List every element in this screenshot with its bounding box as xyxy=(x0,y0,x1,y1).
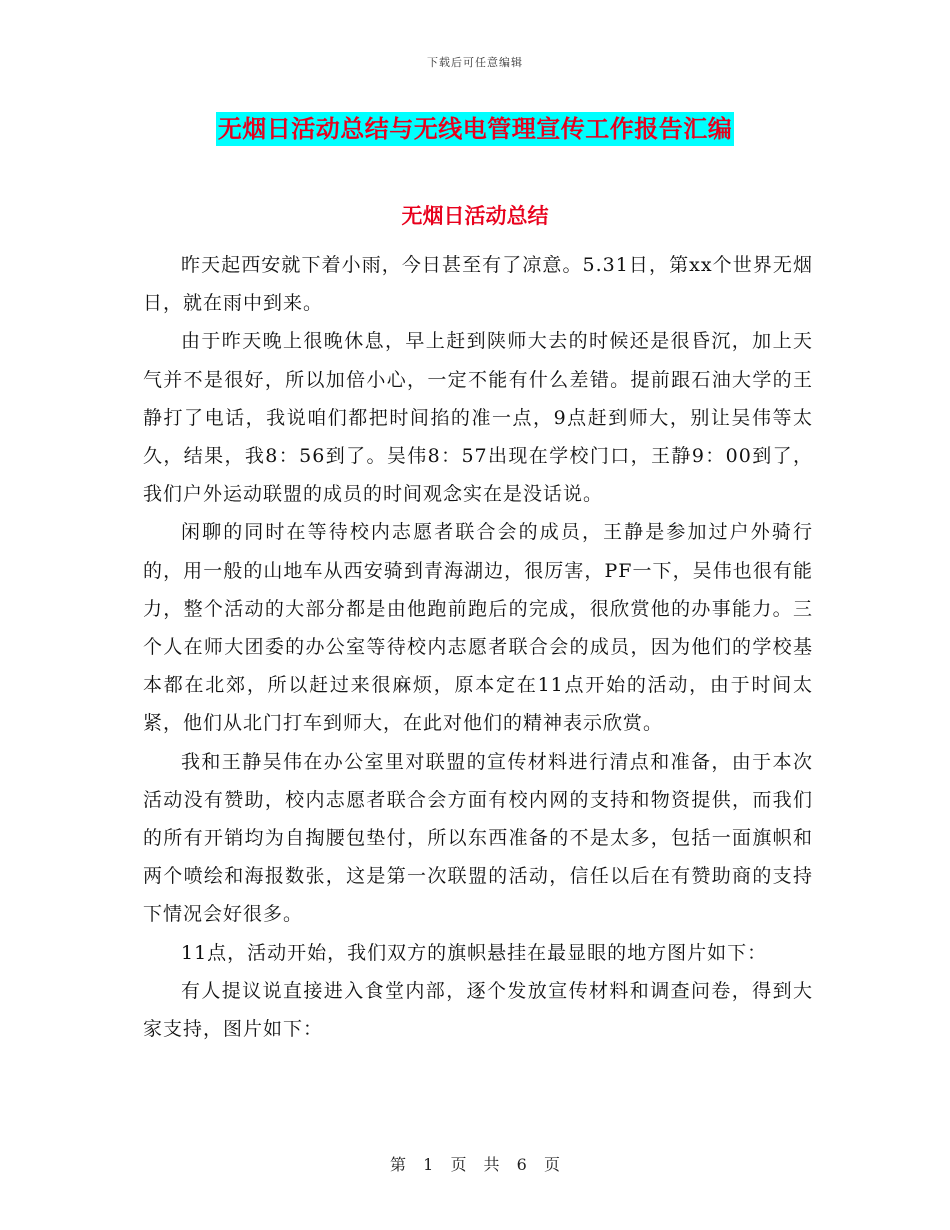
document-title: 无烟日活动总结与无线电管理宣传工作报告汇编 xyxy=(216,112,735,146)
document-title-container xyxy=(0,112,950,146)
paragraph: 由于昨天晚上很晚休息，早上赶到陕师大去的时候还是很昏沉，加上天气并不是很好，所以加倍小心，一定不能有什么差错。提前跟石油大学的王静打了电话，我说咱们都把时间掐的准一点，9点赶到师大，别让吴伟等太久，结果，我8：56到了。吴伟8：57出现在学校门口，王静9：00到了，我们户外运动联盟的成员的时间观念实在是没话说。 xyxy=(143,330,813,506)
header-note: 下载后可任意编辑 xyxy=(427,56,523,69)
current-page-number: 1 xyxy=(423,1155,434,1174)
section-title: 无烟日活动总结 xyxy=(401,203,549,228)
body-text xyxy=(143,246,813,1048)
paragraph: 11点，活动开始，我们双方的旗帜悬挂在最显眼的地方图片如下： xyxy=(181,941,768,964)
paragraph: 我和王静吴伟在办公室里对联盟的宣传材料进行清点和准备，由于本次活动没有赞助，校内志愿者联合会方面有校内网的支持和物资提供，而我们的所有开销均为自掏腰包垫付，所以东西准备的不是太多，包括一面旗帜和两个喷绘和海报数张，这是第一次联盟的活动，信任以后在有赞助商的支持下情况会好很多。 xyxy=(143,750,813,926)
paragraph: 有人提议说直接进入食堂内部，逐个发放宣传材料和调查问卷，得到大家支持，图片如下： xyxy=(143,979,813,1041)
footer-total-prefix: 共 xyxy=(483,1155,500,1174)
footer-mid: 页 xyxy=(450,1155,467,1174)
footer-suffix: 页 xyxy=(543,1155,560,1174)
page-footer xyxy=(0,1152,950,1175)
total-pages-number: 6 xyxy=(516,1155,527,1174)
paragraph: 昨天起西安就下着小雨，今日甚至有了凉意。5.31日，第xx个世界无烟日，就在雨中到来。 xyxy=(143,254,813,315)
footer-prefix: 第 xyxy=(390,1155,407,1174)
paragraph: 闲聊的同时在等待校内志愿者联合会的成员，王静是参加过户外骑行的，用一般的山地车从西安骑到青海湖边，很厉害，PF一下，吴伟也很有能力，整个活动的大部分都是由他跑前跑后的完成，很欣赏他的办事能力。三个人在师大团委的办公室等待校内志愿者联合会的成员，因为他们的学校基本都在北郊，所以赶过来很麻烦，原本定在11点开始的活动，由于时间太紧，他们从北门打车到师大，在此对他们的精神表示欣赏。 xyxy=(143,521,813,735)
